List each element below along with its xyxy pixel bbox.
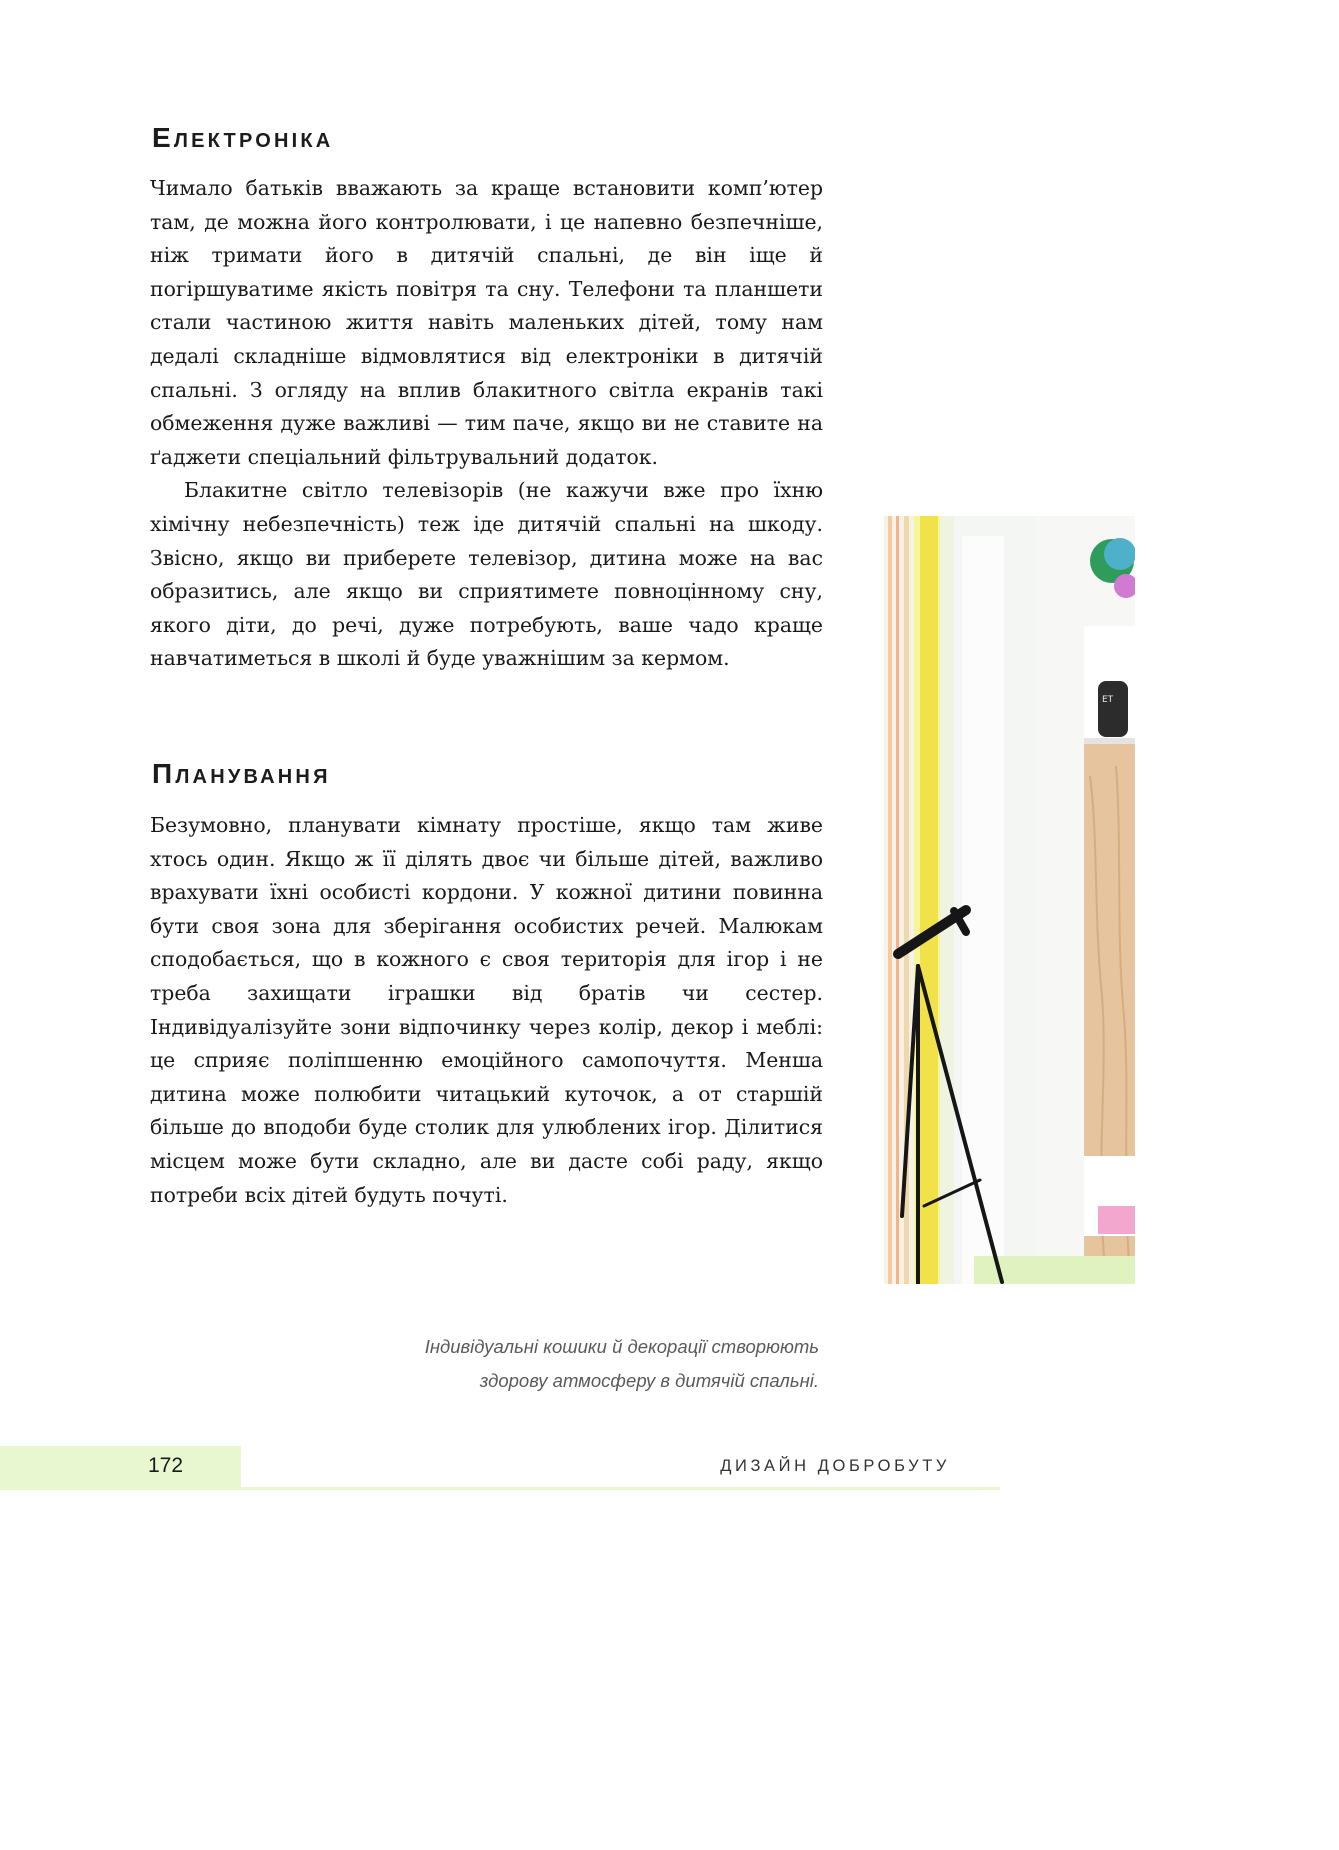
svg-text:ET: ET bbox=[1102, 695, 1114, 705]
footer-rule bbox=[0, 1487, 1000, 1490]
section-heading-electronics: Електроніка bbox=[152, 122, 334, 153]
caption-line: здорову атмосферу в дитячій спальні. bbox=[479, 1370, 819, 1391]
page-number-tab bbox=[0, 1446, 241, 1488]
running-footer-title: ДИЗАЙН ДОБРОБУТУ bbox=[720, 1457, 950, 1475]
section-body-planning bbox=[150, 809, 823, 1212]
paragraph: Безумовно, планувати кімнату простіше, якщо там живе хтось один. Якщо ж її ділять двоє чи більше дітей, важливо врахувати їхні особисті кордони. У кожної дитини повинна бути своя зона для зберігання особистих речей. Малюкам сподобається, що в кожного є своя територія для ігор і не треба захищати іграшки від братів чи сестер. Індивідуалізуйте зони відпочинку через колір, декор і меблі: це сприяє поліпшенню емоційного самопочуття. Менша дитина може полюбити читацький куточок, а от старшій більше до вподоби буде столик для улюблених ігор. Ділитися місцем може бути складно, але ви дасте собі раду, якщо потреби всіх дітей будуть почуті. bbox=[150, 813, 823, 1207]
caption-line: Індивідуальні кошики й декорації створюють bbox=[424, 1336, 819, 1357]
paragraph: Чимало батьків вважають за краще встановити комп’ютер там, де можна його контролювати, і це напевно безпечніше, ніж тримати його в дитячій спальні, де він іще й погіршуватиме якість повітря та сну. Телефони та планшети стали частиною життя навіть маленьких дітей, тому нам дедалі складніше відмовлятися від електроніки в дитячій спальні. З огляду на вплив блакитного світла екранів такі обмеження дуже важливі — тим паче, якщо ви не ставите на ґаджети спеціальний фільтрувальний додаток. bbox=[150, 176, 823, 469]
section-heading-planning: Планування bbox=[152, 758, 331, 789]
paragraph: Блакитне світло телевізорів (не кажучи вже про їхню хімічну небезпечність) теж іде дитячій спальні на шкоду. Звісно, якщо ви приберете телевізор, дитина може на вас образитись, але якщо ви сприятимете повноцінному сну, якого діти, до речі, дуже потребують, ваше чадо краще навчатиметься в школі й буде уважнішим за кермом. bbox=[150, 478, 823, 671]
page-number: 172 bbox=[148, 1454, 184, 1477]
photo-caption bbox=[299, 1330, 819, 1398]
room-photo bbox=[884, 516, 1135, 1284]
section-body-electronics bbox=[150, 172, 823, 676]
